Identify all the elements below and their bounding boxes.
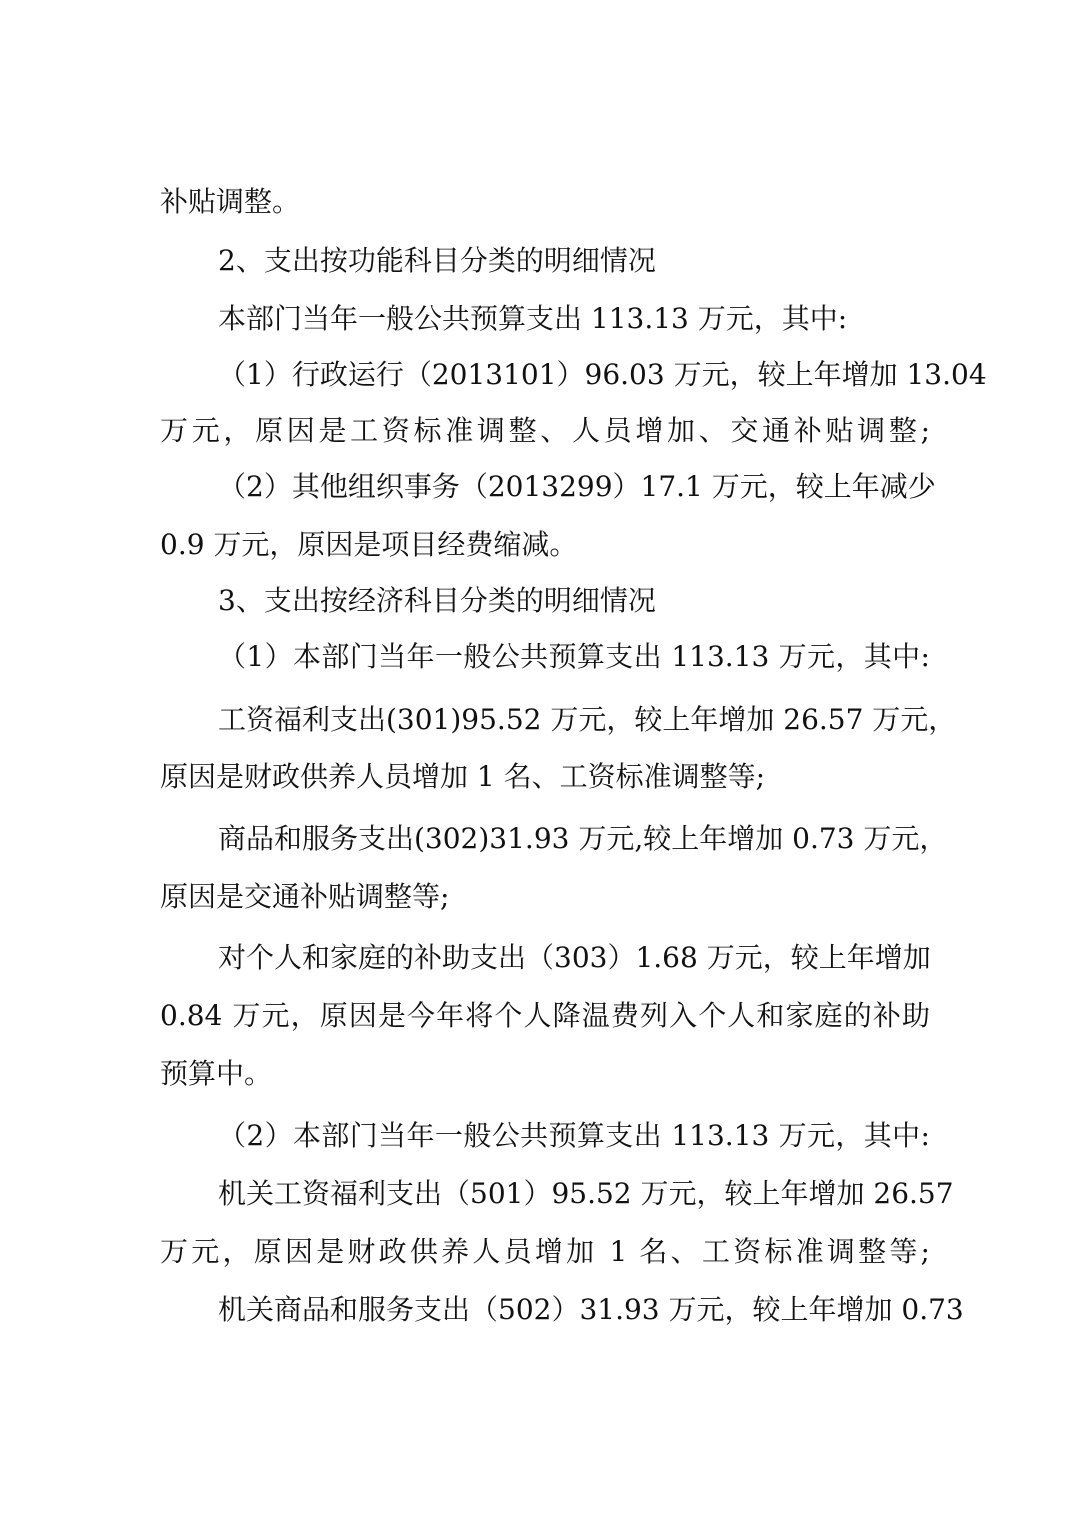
text-line: 0.9 万元，原因是项目经费缩减。	[160, 528, 578, 561]
text-line: 商品和服务支出(302)31.93 万元,较上年增加 0.73 万元，	[218, 822, 948, 855]
text-line: 本部门当年一般公共预算支出 113.13 万元，其中:	[218, 302, 848, 335]
text-line: 预算中。	[160, 1057, 273, 1090]
text-line: 万元，原因是工资标准调整、人员增加、交通补贴调整;	[160, 414, 930, 447]
text-line: 0.84 万元，原因是今年将个人降温费列入个人和家庭的补助	[160, 999, 930, 1032]
text-line: 对个人和家庭的补助支出（303）1.68 万元，较上年增加	[218, 941, 931, 974]
text-line: （1）本部门当年一般公共预算支出 113.13 万元，其中:	[218, 640, 930, 673]
text-line: 原因是财政供养人员增加 1 名、工资标准调整等;	[160, 760, 766, 793]
text-line: 机关工资福利支出（501）95.52 万元，较上年增加 26.57	[218, 1177, 954, 1210]
text-line: 补贴调整。	[160, 185, 301, 218]
text-line: 机关商品和服务支出（502）31.93 万元，较上年增加 0.73	[218, 1293, 964, 1326]
text-line: （2）本部门当年一般公共预算支出 113.13 万元，其中:	[218, 1119, 930, 1152]
section-heading: 3、支出按经济科目分类的明细情况	[218, 584, 656, 617]
text-line: （1）行政运行（2013101）96.03 万元，较上年增加 13.04	[218, 358, 987, 391]
text-line: 万元，原因是财政供养人员增加 1 名、工资标准调整等;	[160, 1235, 930, 1268]
text-line: 工资福利支出(301)95.52 万元，较上年增加 26.57 万元，	[218, 703, 957, 736]
text-line: （2）其他组织事务（2013299）17.1 万元，较上年减少	[218, 470, 936, 503]
text-line: 原因是交通补贴调整等;	[160, 880, 450, 913]
section-heading: 2、支出按功能科目分类的明细情况	[218, 244, 656, 277]
